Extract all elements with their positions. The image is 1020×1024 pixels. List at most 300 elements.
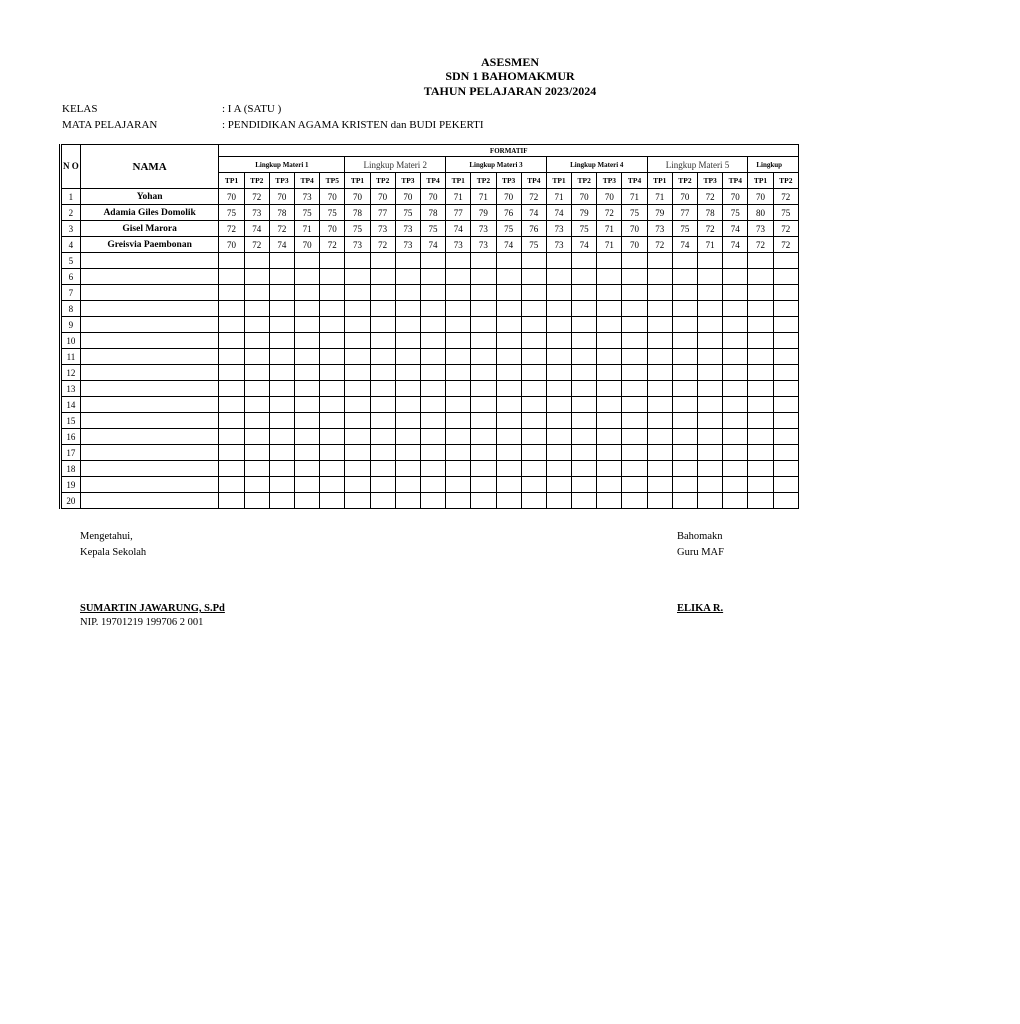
score-cell — [446, 285, 471, 301]
row-number: 11 — [61, 349, 81, 365]
score-cell — [521, 445, 546, 461]
score-cell — [698, 349, 723, 365]
score-cell: 78 — [269, 205, 294, 221]
score-cell — [345, 285, 370, 301]
score-cell — [546, 413, 571, 429]
score-cell — [773, 381, 798, 397]
score-cell — [420, 397, 445, 413]
score-cell — [471, 461, 496, 477]
mapel-label: MATA PELAJARAN — [62, 119, 158, 131]
score-cell — [446, 269, 471, 285]
row-number: 19 — [61, 477, 81, 493]
score-cell — [244, 477, 269, 493]
score-cell — [320, 253, 345, 269]
score-cell — [672, 477, 697, 493]
score-cell — [320, 269, 345, 285]
score-cell — [698, 301, 723, 317]
score-cell — [672, 269, 697, 285]
score-cell: 73 — [748, 221, 773, 237]
score-cell — [320, 317, 345, 333]
student-row — [61, 429, 799, 445]
score-cell — [773, 333, 798, 349]
score-cell — [244, 413, 269, 429]
score-cell: 75 — [672, 221, 697, 237]
score-cell — [269, 253, 294, 269]
score-cell — [773, 445, 798, 461]
score-cell: 75 — [773, 205, 798, 221]
score-cell: 75 — [395, 205, 420, 221]
score-cell — [395, 333, 420, 349]
score-cell: 74 — [572, 237, 597, 253]
row-number: 20 — [61, 493, 81, 509]
tp-header: TP1 — [748, 173, 773, 189]
score-cell — [597, 253, 622, 269]
score-cell: 71 — [622, 189, 647, 205]
score-cell: 70 — [572, 189, 597, 205]
score-cell — [295, 477, 320, 493]
tp-header: TP3 — [597, 173, 622, 189]
score-cell — [446, 253, 471, 269]
score-cell — [622, 381, 647, 397]
score-cell — [546, 381, 571, 397]
tp-header: TP4 — [295, 173, 320, 189]
score-cell — [698, 333, 723, 349]
score-cell — [521, 397, 546, 413]
row-number: 10 — [61, 333, 81, 349]
row-number: 1 — [61, 189, 81, 205]
score-cell: 79 — [647, 205, 672, 221]
score-cell: 72 — [269, 221, 294, 237]
score-cell — [320, 301, 345, 317]
school-name: SDN 1 BAHOMAKMUR — [445, 69, 575, 83]
score-cell — [446, 493, 471, 509]
score-cell — [723, 301, 748, 317]
student-name — [80, 333, 219, 349]
score-cell — [446, 381, 471, 397]
score-cell — [647, 477, 672, 493]
tp-header: TP2 — [773, 173, 798, 189]
score-cell: 71 — [471, 189, 496, 205]
score-cell — [748, 461, 773, 477]
score-cell: 74 — [723, 221, 748, 237]
lingkup-materi-header: Lingkup — [748, 157, 799, 173]
row-number: 6 — [61, 269, 81, 285]
score-cell — [723, 317, 748, 333]
score-cell — [723, 269, 748, 285]
score-cell — [597, 381, 622, 397]
score-cell — [622, 461, 647, 477]
score-cell — [672, 349, 697, 365]
score-cell — [295, 381, 320, 397]
score-cell — [420, 461, 445, 477]
score-cell — [370, 285, 395, 301]
score-cell — [748, 493, 773, 509]
score-cell — [395, 461, 420, 477]
score-cell — [219, 349, 244, 365]
score-cell — [723, 285, 748, 301]
score-cell — [698, 269, 723, 285]
score-cell — [395, 301, 420, 317]
score-cell — [773, 269, 798, 285]
score-cell — [370, 317, 395, 333]
student-name — [80, 461, 219, 477]
document-title: ASESMEN — [480, 55, 539, 69]
score-cell: 75 — [496, 221, 521, 237]
student-row — [61, 493, 799, 509]
principal-title: Kepala Sekolah — [80, 547, 147, 558]
score-cell — [446, 333, 471, 349]
score-cell — [597, 461, 622, 477]
score-cell — [395, 445, 420, 461]
tp-header: TP2 — [572, 173, 597, 189]
score-cell — [320, 397, 345, 413]
tp-header: TP1 — [446, 173, 471, 189]
score-cell — [219, 445, 244, 461]
score-cell — [723, 333, 748, 349]
score-cell — [345, 477, 370, 493]
score-cell — [572, 477, 597, 493]
score-cell — [647, 333, 672, 349]
student-row — [61, 365, 799, 381]
score-cell — [420, 317, 445, 333]
score-cell — [471, 413, 496, 429]
tp-header: TP2 — [244, 173, 269, 189]
score-cell — [622, 285, 647, 301]
score-cell — [471, 301, 496, 317]
score-cell — [496, 445, 521, 461]
score-cell: 71 — [597, 237, 622, 253]
score-cell — [295, 429, 320, 445]
score-cell — [773, 301, 798, 317]
score-cell — [345, 365, 370, 381]
score-cell: 73 — [546, 237, 571, 253]
assessment-table — [59, 144, 799, 509]
score-cell: 70 — [345, 189, 370, 205]
score-cell: 70 — [622, 221, 647, 237]
score-cell — [471, 429, 496, 445]
score-cell — [622, 429, 647, 445]
score-cell — [395, 429, 420, 445]
score-cell — [244, 253, 269, 269]
score-cell: 70 — [597, 189, 622, 205]
score-cell: 74 — [244, 221, 269, 237]
score-cell — [420, 381, 445, 397]
score-cell — [672, 445, 697, 461]
score-cell — [496, 365, 521, 381]
score-cell — [748, 301, 773, 317]
score-cell — [269, 429, 294, 445]
score-cell — [345, 333, 370, 349]
score-cell — [370, 333, 395, 349]
score-cell — [521, 349, 546, 365]
score-cell — [748, 445, 773, 461]
score-cell — [446, 397, 471, 413]
score-cell — [420, 365, 445, 381]
score-cell — [622, 413, 647, 429]
score-cell — [546, 477, 571, 493]
score-cell — [269, 493, 294, 509]
score-cell: 71 — [546, 189, 571, 205]
score-cell — [471, 397, 496, 413]
score-cell — [672, 285, 697, 301]
student-row — [61, 205, 799, 221]
score-cell — [647, 317, 672, 333]
score-cell — [546, 493, 571, 509]
score-cell — [420, 333, 445, 349]
score-cell — [269, 301, 294, 317]
score-cell: 73 — [244, 205, 269, 221]
score-cell — [244, 381, 269, 397]
row-number: 5 — [61, 253, 81, 269]
score-cell — [773, 317, 798, 333]
score-cell — [496, 429, 521, 445]
score-cell: 72 — [773, 221, 798, 237]
score-cell — [773, 493, 798, 509]
score-cell — [597, 269, 622, 285]
score-cell — [647, 301, 672, 317]
score-cell — [521, 253, 546, 269]
score-cell: 74 — [723, 237, 748, 253]
score-cell: 73 — [647, 221, 672, 237]
student-row — [61, 237, 799, 253]
score-cell: 73 — [370, 221, 395, 237]
principal-name: SUMARTIN JAWARUNG, S.Pd — [80, 603, 225, 614]
score-cell — [269, 477, 294, 493]
score-cell — [698, 317, 723, 333]
score-cell — [471, 445, 496, 461]
student-name — [80, 413, 219, 429]
score-cell — [748, 333, 773, 349]
score-cell — [546, 317, 571, 333]
score-cell — [420, 413, 445, 429]
score-cell — [723, 429, 748, 445]
score-cell — [672, 381, 697, 397]
score-cell: 70 — [723, 189, 748, 205]
score-cell: 74 — [446, 221, 471, 237]
score-cell — [647, 285, 672, 301]
score-cell — [572, 429, 597, 445]
score-cell — [773, 477, 798, 493]
score-cell — [496, 349, 521, 365]
score-cell — [521, 301, 546, 317]
name-column-header: NAMA — [80, 145, 219, 189]
student-name — [80, 477, 219, 493]
score-cell — [244, 493, 269, 509]
score-cell: 74 — [269, 237, 294, 253]
score-cell: 73 — [546, 221, 571, 237]
row-number: 9 — [61, 317, 81, 333]
academic-year: TAHUN PELAJARAN 2023/2024 — [423, 84, 597, 98]
score-cell: 72 — [370, 237, 395, 253]
score-cell: 74 — [672, 237, 697, 253]
score-cell — [395, 365, 420, 381]
student-row — [61, 189, 799, 205]
student-name — [80, 429, 219, 445]
score-cell — [395, 477, 420, 493]
score-cell: 76 — [496, 205, 521, 221]
score-cell — [723, 397, 748, 413]
tp-header: TP2 — [370, 173, 395, 189]
student-name — [80, 493, 219, 509]
score-cell — [647, 253, 672, 269]
score-cell — [647, 365, 672, 381]
score-cell — [698, 445, 723, 461]
score-cell — [546, 333, 571, 349]
student-row — [61, 285, 799, 301]
score-cell — [244, 301, 269, 317]
score-cell — [622, 493, 647, 509]
student-name — [80, 285, 219, 301]
tp-header: TP1 — [345, 173, 370, 189]
score-cell — [748, 285, 773, 301]
score-cell — [471, 253, 496, 269]
student-row — [61, 461, 799, 477]
score-cell: 72 — [521, 189, 546, 205]
score-cell — [597, 445, 622, 461]
score-cell — [698, 477, 723, 493]
score-cell — [420, 285, 445, 301]
score-cell — [672, 461, 697, 477]
score-cell — [597, 429, 622, 445]
score-cell: 76 — [521, 221, 546, 237]
score-cell — [672, 429, 697, 445]
score-cell — [773, 397, 798, 413]
score-cell — [622, 349, 647, 365]
score-cell — [244, 269, 269, 285]
score-cell: 73 — [395, 237, 420, 253]
score-cell — [345, 301, 370, 317]
score-cell — [597, 477, 622, 493]
score-cell — [320, 461, 345, 477]
student-name — [80, 397, 219, 413]
score-cell — [219, 269, 244, 285]
score-cell — [748, 413, 773, 429]
score-cell — [622, 301, 647, 317]
score-cell: 72 — [748, 237, 773, 253]
tp-header: TP4 — [521, 173, 546, 189]
score-cell — [521, 381, 546, 397]
tp-header: TP2 — [672, 173, 697, 189]
student-name: Yohan — [80, 189, 219, 205]
score-cell — [647, 461, 672, 477]
score-cell: 73 — [345, 237, 370, 253]
score-cell: 78 — [345, 205, 370, 221]
teacher-title: Guru MAF — [677, 547, 724, 558]
score-cell: 70 — [622, 237, 647, 253]
score-cell — [370, 269, 395, 285]
lingkup-materi-header: Lingkup Materi 1 — [219, 157, 345, 173]
score-cell — [672, 253, 697, 269]
score-cell — [295, 317, 320, 333]
student-name — [80, 349, 219, 365]
score-cell: 72 — [320, 237, 345, 253]
tp-header: TP1 — [546, 173, 571, 189]
score-cell: 71 — [446, 189, 471, 205]
student-row — [61, 221, 799, 237]
score-cell — [622, 365, 647, 381]
student-name: Adamia Giles Domolik — [80, 205, 219, 221]
score-cell — [345, 445, 370, 461]
score-cell — [345, 493, 370, 509]
score-cell: 71 — [295, 221, 320, 237]
score-cell — [546, 269, 571, 285]
score-cell — [647, 349, 672, 365]
score-cell — [723, 445, 748, 461]
score-cell — [496, 285, 521, 301]
score-cell — [748, 365, 773, 381]
score-cell: 70 — [219, 189, 244, 205]
score-cell: 75 — [723, 205, 748, 221]
score-cell — [420, 429, 445, 445]
score-cell: 74 — [420, 237, 445, 253]
tp-header: TP4 — [420, 173, 445, 189]
score-cell — [345, 253, 370, 269]
score-cell — [521, 285, 546, 301]
score-cell — [773, 253, 798, 269]
score-cell: 80 — [748, 205, 773, 221]
score-cell — [672, 301, 697, 317]
score-cell — [521, 429, 546, 445]
student-row — [61, 317, 799, 333]
score-cell — [698, 397, 723, 413]
score-cell — [622, 317, 647, 333]
score-cell — [219, 285, 244, 301]
score-cell — [597, 285, 622, 301]
score-cell — [345, 397, 370, 413]
score-cell — [295, 461, 320, 477]
tp-header: TP3 — [496, 173, 521, 189]
score-cell — [370, 477, 395, 493]
score-cell — [622, 253, 647, 269]
score-cell: 70 — [219, 237, 244, 253]
score-cell: 77 — [370, 205, 395, 221]
score-cell — [320, 349, 345, 365]
score-cell — [345, 429, 370, 445]
score-cell — [647, 493, 672, 509]
score-cell — [521, 493, 546, 509]
row-number: 4 — [61, 237, 81, 253]
score-cell — [572, 253, 597, 269]
score-cell: 73 — [471, 237, 496, 253]
score-cell: 72 — [773, 237, 798, 253]
score-cell — [420, 445, 445, 461]
row-number: 15 — [61, 413, 81, 429]
score-cell — [698, 253, 723, 269]
score-cell: 73 — [295, 189, 320, 205]
score-cell — [647, 269, 672, 285]
score-cell — [295, 493, 320, 509]
score-cell — [320, 493, 345, 509]
score-cell — [219, 493, 244, 509]
score-cell — [471, 349, 496, 365]
score-cell — [320, 445, 345, 461]
score-cell — [672, 317, 697, 333]
score-cell — [773, 461, 798, 477]
score-cell: 72 — [698, 221, 723, 237]
score-cell — [219, 429, 244, 445]
score-cell — [370, 397, 395, 413]
tp-header: TP1 — [219, 173, 244, 189]
score-cell — [395, 285, 420, 301]
score-cell — [698, 429, 723, 445]
row-number: 18 — [61, 461, 81, 477]
score-cell — [521, 461, 546, 477]
score-cell — [471, 333, 496, 349]
score-cell — [496, 269, 521, 285]
score-cell: 75 — [320, 205, 345, 221]
score-cell — [698, 413, 723, 429]
score-cell — [723, 253, 748, 269]
